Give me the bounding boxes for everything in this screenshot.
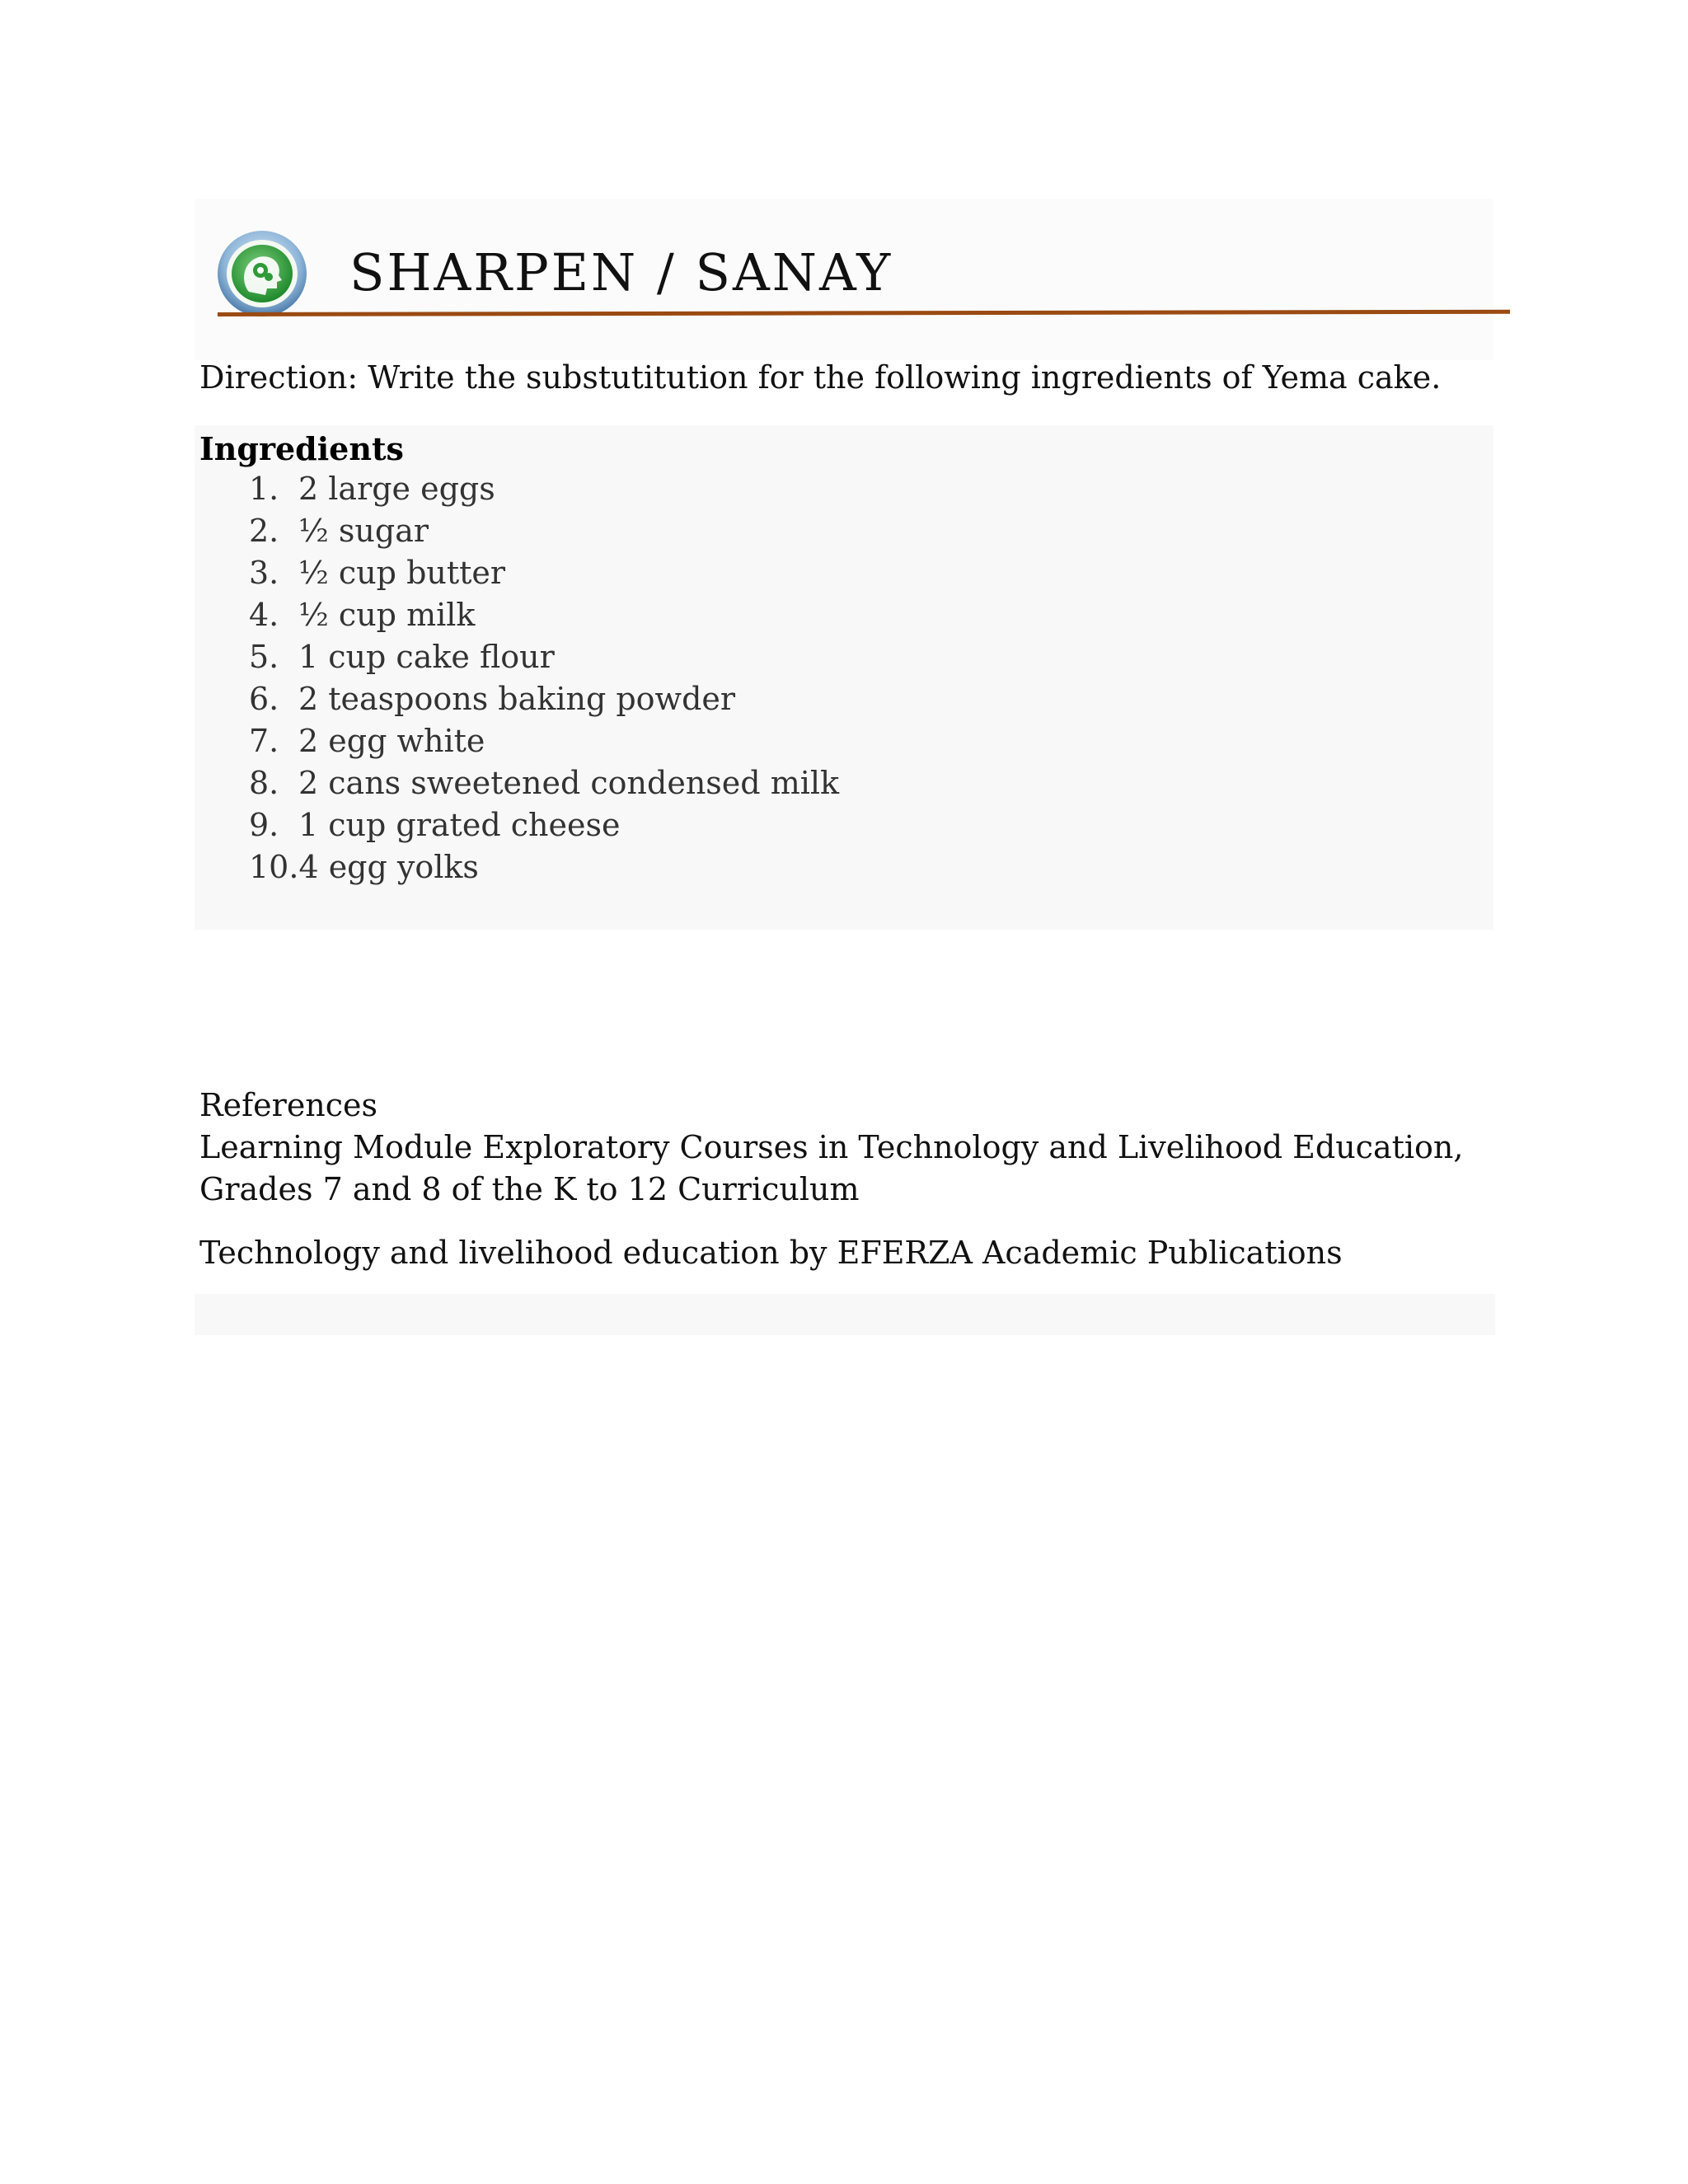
- item-text: 2 teaspoons baking powder: [298, 681, 736, 717]
- item-number: 2.: [249, 513, 279, 549]
- item-number: 10.: [249, 849, 299, 885]
- item-number: 5.: [249, 639, 279, 675]
- item-text: 4 egg yolks: [298, 849, 479, 885]
- item-number: 6.: [249, 681, 279, 717]
- list-item: [249, 552, 839, 594]
- list-item: [249, 594, 839, 636]
- item-text: ½ cup butter: [298, 555, 506, 591]
- reference-entry: Technology and livelihood education by EFERZA Academic Publications: [199, 1235, 1343, 1271]
- ingredients-heading: Ingredients: [199, 430, 404, 467]
- list-item: [249, 846, 839, 888]
- item-text: 2 egg white: [298, 723, 485, 759]
- item-text: 1 cup cake flour: [298, 639, 555, 675]
- item-number: 1.: [249, 471, 279, 507]
- item-number: 7.: [249, 723, 279, 759]
- item-number: 4.: [249, 597, 279, 633]
- list-item: [249, 636, 839, 678]
- item-text: ½ sugar: [298, 513, 429, 549]
- item-text: ½ cup milk: [298, 597, 476, 633]
- head-with-gears-icon: [216, 229, 308, 318]
- item-number: 9.: [249, 807, 279, 843]
- list-item: [249, 804, 839, 846]
- reference-entry: Learning Module Exploratory Courses in Technology and Livelihood Education, Grades 7 and 8 of the K to 12 Curriculum: [199, 1129, 1464, 1207]
- item-text: 1 cup grated cheese: [298, 807, 621, 843]
- list-item: [249, 510, 839, 552]
- list-item: [249, 468, 839, 510]
- section-title: SHARPEN / SANAY: [349, 242, 893, 302]
- direction-text: Direction: Write the substutitution for the following ingredients of Yema cake.: [199, 359, 1442, 396]
- references-heading: References: [199, 1087, 378, 1123]
- footer-panel: [195, 1294, 1495, 1335]
- references-section: [199, 1085, 1518, 1274]
- item-text: 2 large eggs: [298, 471, 495, 507]
- list-item: [249, 762, 839, 804]
- item-text: 2 cans sweetened condensed milk: [298, 765, 840, 801]
- item-number: 8.: [249, 765, 279, 801]
- list-item: [249, 720, 839, 762]
- ingredients-list: [249, 468, 839, 888]
- item-number: 3.: [249, 555, 279, 591]
- list-item: [249, 678, 839, 720]
